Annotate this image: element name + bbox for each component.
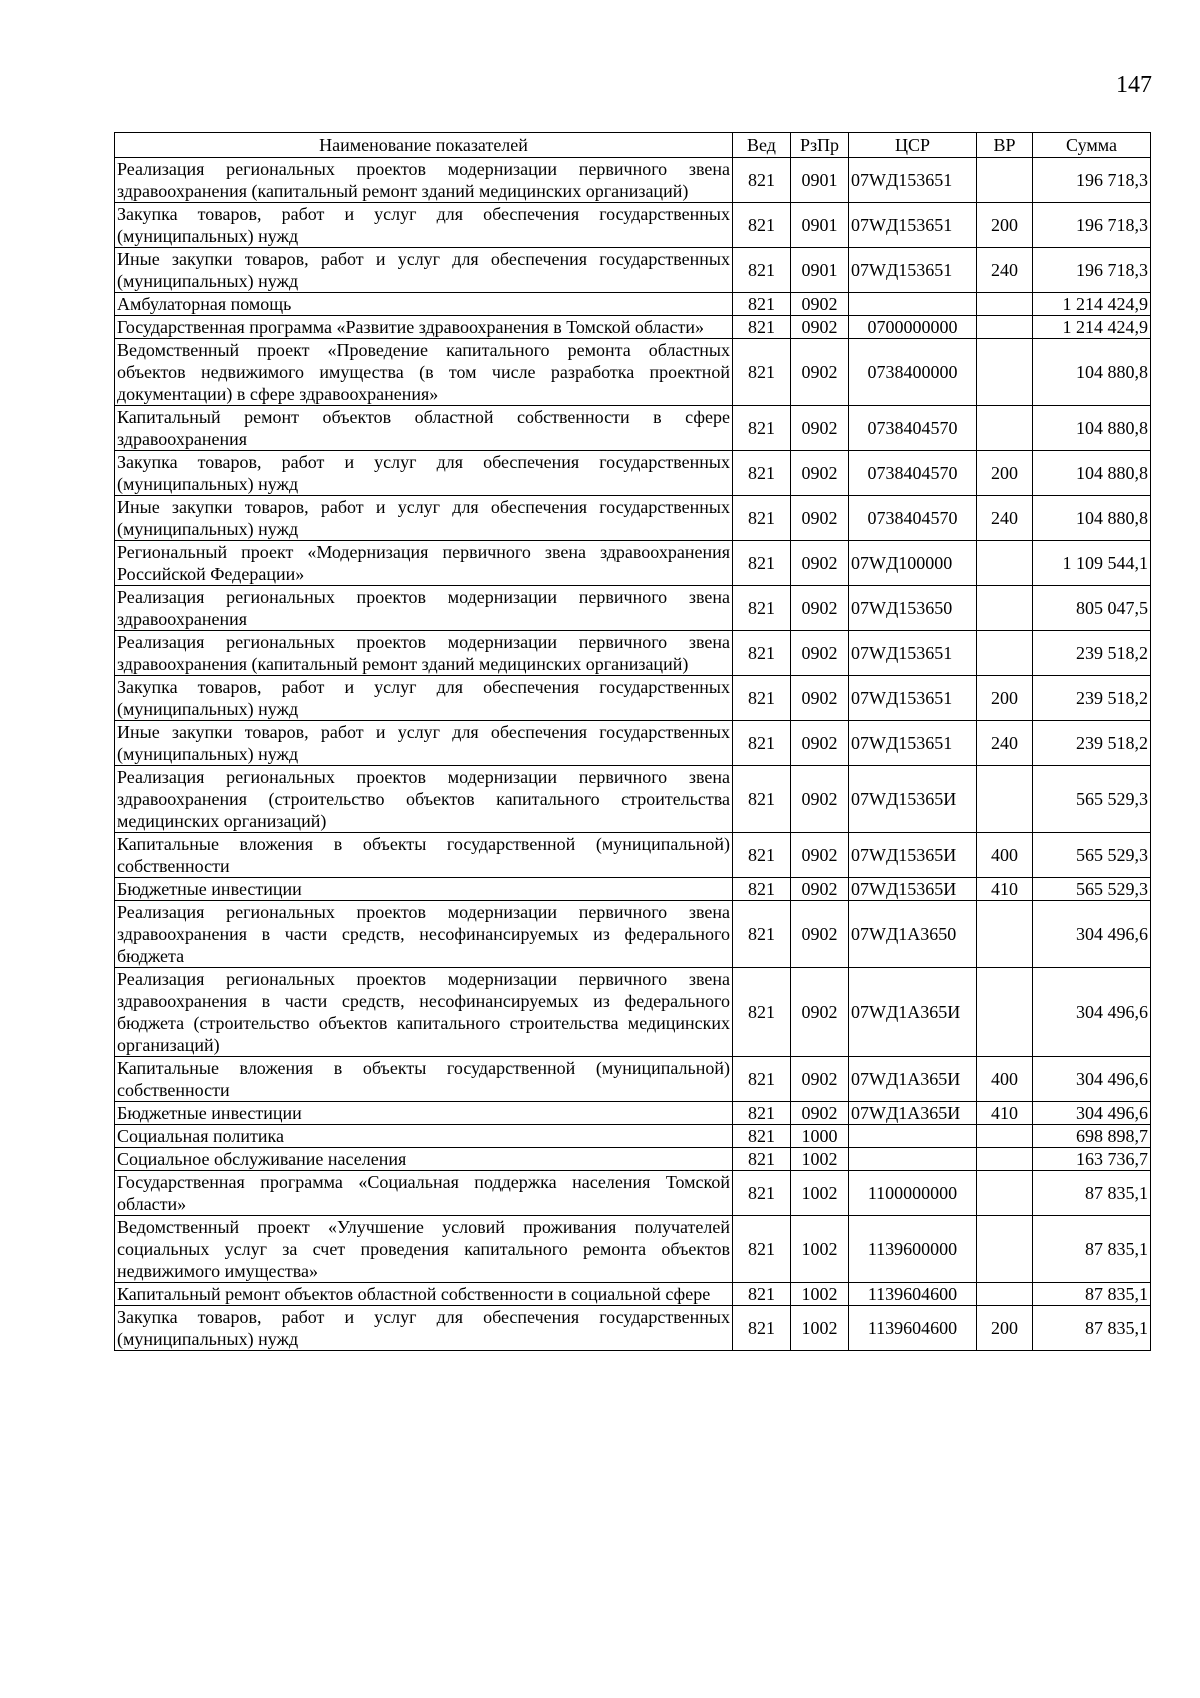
row-ved-cell: 821: [733, 158, 791, 203]
row-name-cell: Закупка товаров, работ и услуг для обеспечения государственных (муниципальных) нужд: [115, 676, 733, 721]
row-sum-cell: 304 496,6: [1033, 1102, 1151, 1125]
row-rzpr-cell: 0902: [791, 631, 849, 676]
row-sum-cell: 87 835,1: [1033, 1283, 1151, 1306]
row-ved-cell: 821: [733, 676, 791, 721]
row-name-cell: Реализация региональных проектов модернизации первичного звена здравоохранения (строительство объектов капитального строительства медицинских организаций): [115, 766, 733, 833]
row-sum-cell: 698 898,7: [1033, 1125, 1151, 1148]
table-row: [115, 406, 1151, 451]
table-row: [115, 496, 1151, 541]
row-ved-cell: 821: [733, 901, 791, 968]
row-rzpr-cell: 0902: [791, 833, 849, 878]
row-sum-cell: 239 518,2: [1033, 721, 1151, 766]
header-csr: ЦСР: [849, 133, 977, 158]
row-vr-cell: [977, 158, 1033, 203]
row-rzpr-cell: 1002: [791, 1171, 849, 1216]
row-sum-cell: 239 518,2: [1033, 676, 1151, 721]
row-ved-cell: 821: [733, 496, 791, 541]
row-rzpr-cell: 0901: [791, 203, 849, 248]
row-rzpr-cell: 0902: [791, 721, 849, 766]
row-rzpr-cell: 0902: [791, 293, 849, 316]
row-vr-cell: [977, 406, 1033, 451]
row-vr-cell: [977, 631, 1033, 676]
row-name-cell: Бюджетные инвестиции: [115, 878, 733, 901]
row-vr-cell: [977, 541, 1033, 586]
row-ved-cell: 821: [733, 316, 791, 339]
table-row: [115, 901, 1151, 968]
row-name-cell: Реализация региональных проектов модернизации первичного звена здравоохранения в части средств, несофинансируемых из федерального бюджета (строительство объектов капитального строительства медицинских организаций): [115, 968, 733, 1057]
row-ved-cell: 821: [733, 1283, 791, 1306]
row-vr-cell: 200: [977, 203, 1033, 248]
row-ved-cell: 821: [733, 293, 791, 316]
row-ved-cell: 821: [733, 721, 791, 766]
row-csr-cell: [849, 1148, 977, 1171]
row-name-cell: Социальная политика: [115, 1125, 733, 1148]
row-name-cell: Реализация региональных проектов модернизации первичного звена здравоохранения: [115, 586, 733, 631]
table-row: [115, 293, 1151, 316]
row-vr-cell: [977, 1283, 1033, 1306]
header-sum: Сумма: [1033, 133, 1151, 158]
table-row: [115, 1057, 1151, 1102]
row-ved-cell: 821: [733, 586, 791, 631]
row-name-cell: Закупка товаров, работ и услуг для обеспечения государственных (муниципальных) нужд: [115, 1306, 733, 1351]
table-row: [115, 1216, 1151, 1283]
row-vr-cell: [977, 1148, 1033, 1171]
table-row: [115, 631, 1151, 676]
table-row: [115, 1102, 1151, 1125]
row-name-cell: Региональный проект «Модернизация первичного звена здравоохранения Российской Федерации»: [115, 541, 733, 586]
row-csr-cell: 1139604600: [849, 1283, 977, 1306]
row-rzpr-cell: 0902: [791, 1057, 849, 1102]
row-name-cell: Закупка товаров, работ и услуг для обеспечения государственных (муниципальных) нужд: [115, 451, 733, 496]
row-name-cell: Реализация региональных проектов модернизации первичного звена здравоохранения (капитальный ремонт зданий медицинских организаций): [115, 631, 733, 676]
row-vr-cell: 240: [977, 248, 1033, 293]
row-rzpr-cell: 0902: [791, 586, 849, 631]
row-ved-cell: 821: [733, 1306, 791, 1351]
row-csr-cell: 07WД1А365И: [849, 1057, 977, 1102]
budget-table: [114, 132, 1151, 1351]
row-vr-cell: [977, 1125, 1033, 1148]
row-name-cell: Капитальный ремонт объектов областной собственности в социальной сфере: [115, 1283, 733, 1306]
row-vr-cell: 240: [977, 721, 1033, 766]
row-rzpr-cell: 0901: [791, 158, 849, 203]
row-rzpr-cell: 0902: [791, 496, 849, 541]
table-header-row: [115, 133, 1151, 158]
row-name-cell: Капитальные вложения в объекты государственной (муниципальной) собственности: [115, 1057, 733, 1102]
row-ved-cell: 821: [733, 833, 791, 878]
table-row: [115, 1148, 1151, 1171]
table-row: [115, 158, 1151, 203]
row-sum-cell: 565 529,3: [1033, 766, 1151, 833]
row-sum-cell: 163 736,7: [1033, 1148, 1151, 1171]
row-sum-cell: 196 718,3: [1033, 203, 1151, 248]
row-csr-cell: 0738404570: [849, 406, 977, 451]
row-ved-cell: 821: [733, 1216, 791, 1283]
row-vr-cell: 410: [977, 1102, 1033, 1125]
row-ved-cell: 821: [733, 766, 791, 833]
row-rzpr-cell: 0901: [791, 248, 849, 293]
row-name-cell: Иные закупки товаров, работ и услуг для обеспечения государственных (муниципальных) нужд: [115, 248, 733, 293]
row-csr-cell: 07WД1А3650: [849, 901, 977, 968]
row-vr-cell: 400: [977, 1057, 1033, 1102]
row-name-cell: Ведомственный проект «Проведение капитального ремонта областных объектов недвижимого имущества (в том числе разработка проектной документации) в сфере здравоохранения»: [115, 339, 733, 406]
row-csr-cell: 07WД1А365И: [849, 1102, 977, 1125]
row-sum-cell: 565 529,3: [1033, 878, 1151, 901]
table-row: [115, 316, 1151, 339]
table-row: [115, 586, 1151, 631]
row-ved-cell: 821: [733, 406, 791, 451]
row-sum-cell: 196 718,3: [1033, 248, 1151, 293]
table-row: [115, 248, 1151, 293]
row-rzpr-cell: 0902: [791, 451, 849, 496]
row-ved-cell: 821: [733, 878, 791, 901]
table-row: [115, 1171, 1151, 1216]
table-row: [115, 968, 1151, 1057]
row-ved-cell: 821: [733, 1057, 791, 1102]
row-csr-cell: 07WД153651: [849, 721, 977, 766]
row-ved-cell: 821: [733, 248, 791, 293]
row-name-cell: Государственная программа «Социальная поддержка населения Томской области»: [115, 1171, 733, 1216]
table-row: [115, 721, 1151, 766]
row-ved-cell: 821: [733, 1171, 791, 1216]
row-sum-cell: 304 496,6: [1033, 1057, 1151, 1102]
row-vr-cell: [977, 339, 1033, 406]
row-csr-cell: 07WД15365И: [849, 766, 977, 833]
row-sum-cell: 1 214 424,9: [1033, 316, 1151, 339]
row-name-cell: Амбулаторная помощь: [115, 293, 733, 316]
row-rzpr-cell: 1002: [791, 1283, 849, 1306]
row-sum-cell: 1 214 424,9: [1033, 293, 1151, 316]
row-rzpr-cell: 0902: [791, 1102, 849, 1125]
row-csr-cell: 07WД153651: [849, 158, 977, 203]
row-csr-cell: 1100000000: [849, 1171, 977, 1216]
row-vr-cell: [977, 316, 1033, 339]
row-ved-cell: 821: [733, 541, 791, 586]
row-sum-cell: 104 880,8: [1033, 406, 1151, 451]
row-csr-cell: [849, 1125, 977, 1148]
row-csr-cell: 07WД100000: [849, 541, 977, 586]
row-sum-cell: 565 529,3: [1033, 833, 1151, 878]
row-name-cell: Иные закупки товаров, работ и услуг для обеспечения государственных (муниципальных) нужд: [115, 721, 733, 766]
row-name-cell: Иные закупки товаров, работ и услуг для обеспечения государственных (муниципальных) нужд: [115, 496, 733, 541]
row-name-cell: Бюджетные инвестиции: [115, 1102, 733, 1125]
row-rzpr-cell: 1000: [791, 1125, 849, 1148]
row-csr-cell: 07WД153651: [849, 676, 977, 721]
row-ved-cell: 821: [733, 631, 791, 676]
row-vr-cell: [977, 293, 1033, 316]
table-row: [115, 833, 1151, 878]
row-name-cell: Реализация региональных проектов модернизации первичного звена здравоохранения (капитальный ремонт зданий медицинских организаций): [115, 158, 733, 203]
row-sum-cell: 87 835,1: [1033, 1171, 1151, 1216]
row-csr-cell: [849, 293, 977, 316]
row-sum-cell: 104 880,8: [1033, 451, 1151, 496]
row-rzpr-cell: 0902: [791, 541, 849, 586]
row-sum-cell: 104 880,8: [1033, 339, 1151, 406]
row-csr-cell: 0738404570: [849, 451, 977, 496]
row-sum-cell: 87 835,1: [1033, 1306, 1151, 1351]
row-sum-cell: 239 518,2: [1033, 631, 1151, 676]
row-rzpr-cell: 0902: [791, 878, 849, 901]
table-row: [115, 451, 1151, 496]
row-rzpr-cell: 1002: [791, 1216, 849, 1283]
header-vr: ВР: [977, 133, 1033, 158]
row-name-cell: Ведомственный проект «Улучшение условий проживания получателей социальных услуг за счет проведения капитального ремонта объектов недвижимого имущества»: [115, 1216, 733, 1283]
row-csr-cell: 0738404570: [849, 496, 977, 541]
row-ved-cell: 821: [733, 1102, 791, 1125]
row-rzpr-cell: 1002: [791, 1306, 849, 1351]
row-ved-cell: 821: [733, 968, 791, 1057]
header-rzpr: РзПр: [791, 133, 849, 158]
row-ved-cell: 821: [733, 1125, 791, 1148]
row-rzpr-cell: 0902: [791, 901, 849, 968]
row-vr-cell: 200: [977, 676, 1033, 721]
row-name-cell: Социальное обслуживание населения: [115, 1148, 733, 1171]
row-csr-cell: 1139604600: [849, 1306, 977, 1351]
row-ved-cell: 821: [733, 203, 791, 248]
row-vr-cell: [977, 1171, 1033, 1216]
row-csr-cell: 07WД15365И: [849, 878, 977, 901]
table-body: [115, 158, 1151, 1351]
row-name-cell: Реализация региональных проектов модернизации первичного звена здравоохранения в части средств, несофинансируемых из федерального бюджета: [115, 901, 733, 968]
header-name: Наименование показателей: [115, 133, 733, 158]
row-name-cell: Капитальные вложения в объекты государственной (муниципальной) собственности: [115, 833, 733, 878]
table-row: [115, 541, 1151, 586]
row-rzpr-cell: 0902: [791, 339, 849, 406]
row-rzpr-cell: 0902: [791, 968, 849, 1057]
row-name-cell: Государственная программа «Развитие здравоохранения в Томской области»: [115, 316, 733, 339]
header-ved: Вед: [733, 133, 791, 158]
row-sum-cell: 1 109 544,1: [1033, 541, 1151, 586]
row-vr-cell: 400: [977, 833, 1033, 878]
page-number: 147: [1116, 72, 1152, 98]
table-row: [115, 766, 1151, 833]
table-row: [115, 339, 1151, 406]
row-ved-cell: 821: [733, 451, 791, 496]
row-rzpr-cell: 0902: [791, 766, 849, 833]
row-csr-cell: 0738400000: [849, 339, 977, 406]
row-csr-cell: 07WД153651: [849, 631, 977, 676]
row-csr-cell: 1139600000: [849, 1216, 977, 1283]
row-csr-cell: 07WД153651: [849, 203, 977, 248]
table-row: [115, 1306, 1151, 1351]
table-row: [115, 1283, 1151, 1306]
row-name-cell: Капитальный ремонт объектов областной собственности в сфере здравоохранения: [115, 406, 733, 451]
row-vr-cell: [977, 586, 1033, 631]
row-rzpr-cell: 0902: [791, 406, 849, 451]
row-sum-cell: 805 047,5: [1033, 586, 1151, 631]
row-sum-cell: 87 835,1: [1033, 1216, 1151, 1283]
row-vr-cell: 200: [977, 1306, 1033, 1351]
row-vr-cell: [977, 968, 1033, 1057]
row-csr-cell: 07WД1А365И: [849, 968, 977, 1057]
row-rzpr-cell: 0902: [791, 676, 849, 721]
table-row: [115, 203, 1151, 248]
row-vr-cell: [977, 766, 1033, 833]
row-rzpr-cell: 0902: [791, 316, 849, 339]
row-csr-cell: 07WД153650: [849, 586, 977, 631]
row-vr-cell: 200: [977, 451, 1033, 496]
table-row: [115, 878, 1151, 901]
row-vr-cell: [977, 901, 1033, 968]
row-vr-cell: 410: [977, 878, 1033, 901]
row-csr-cell: 07WД153651: [849, 248, 977, 293]
row-csr-cell: 07WД15365И: [849, 833, 977, 878]
table-row: [115, 676, 1151, 721]
row-ved-cell: 821: [733, 1148, 791, 1171]
row-name-cell: Закупка товаров, работ и услуг для обеспечения государственных (муниципальных) нужд: [115, 203, 733, 248]
table-row: [115, 1125, 1151, 1148]
row-ved-cell: 821: [733, 339, 791, 406]
row-csr-cell: 0700000000: [849, 316, 977, 339]
row-vr-cell: [977, 1216, 1033, 1283]
row-rzpr-cell: 1002: [791, 1148, 849, 1171]
row-sum-cell: 196 718,3: [1033, 158, 1151, 203]
row-sum-cell: 104 880,8: [1033, 496, 1151, 541]
row-vr-cell: 240: [977, 496, 1033, 541]
row-sum-cell: 304 496,6: [1033, 901, 1151, 968]
row-sum-cell: 304 496,6: [1033, 968, 1151, 1057]
